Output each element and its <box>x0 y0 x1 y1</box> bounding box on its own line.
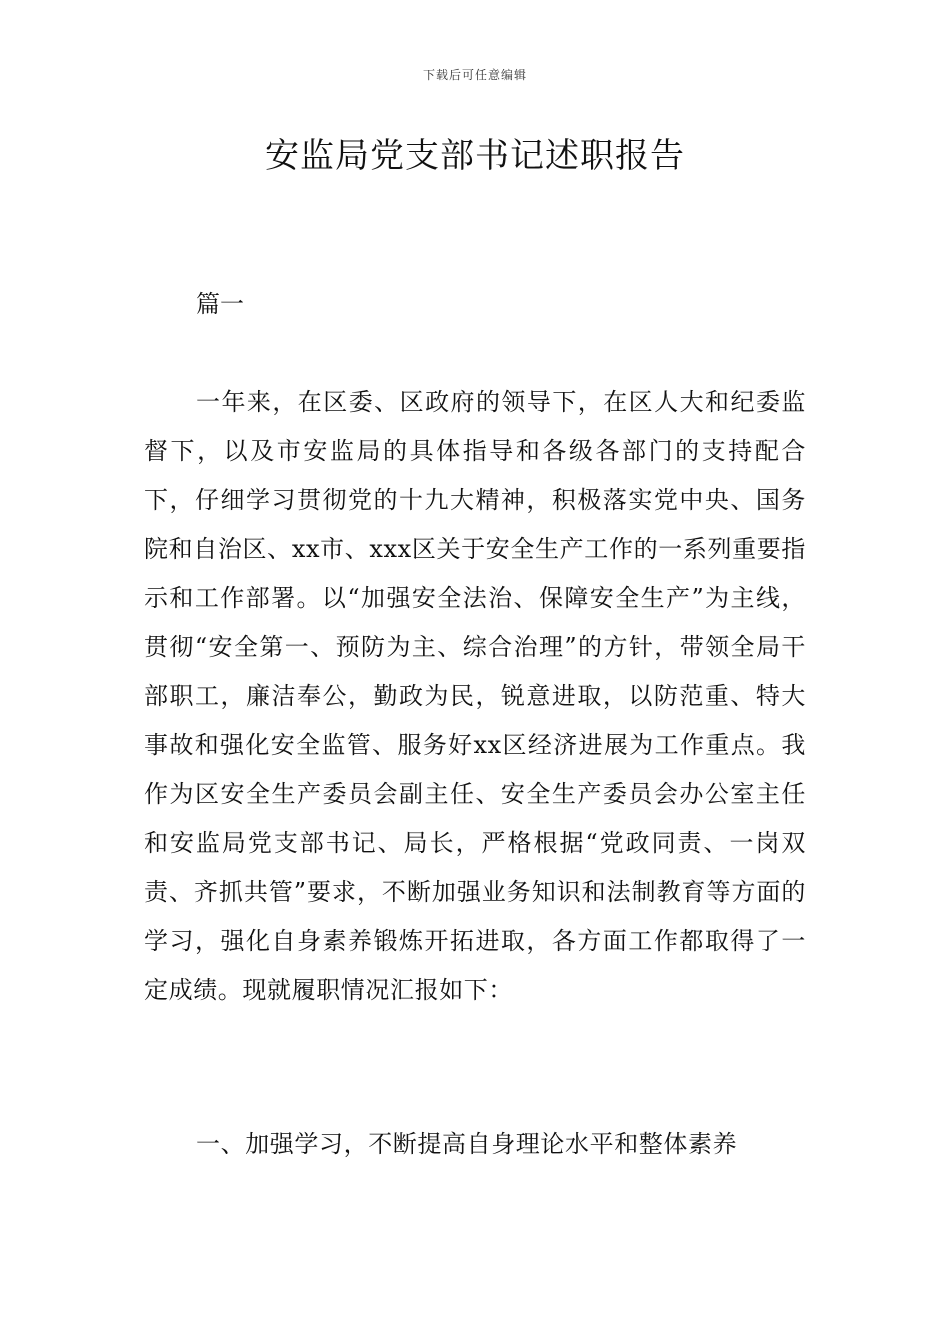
body-paragraph: 一年来，在区委、区政府的领导下，在区人大和纪委监督下，以及市安监局的具体指导和各级各部门的支持配合下，仔细学习贯彻党的十九大精神，积极落实党中央、国务院和自治区、xx市、xxx区关于安全生产工作的一系列重要指示和工作部署。以“加强安全法治、保障安全生产”为主线，贯彻“安全第一、预防为主、综合治理”的方针，带领全局干部职工，廉洁奉公，勤政为民，锐意进取，以防范重、特大事故和强化安全监管、服务好xx区经济进展为工作重点。我作为区安全生产委员会副主任、安全生产委员会办公室主任和安监局党支部书记、局长，严格根据“党政同责、一岗双责、齐抓共管”要求，不断加强业务知识和法制教育等方面的学习，强化自身素养锻炼开拓进取，各方面工作都取得了一定成绩。现就履职情况汇报如下： <box>144 388 806 1004</box>
header-note: 下载后可任意编辑 <box>422 68 527 82</box>
page-title: 安监局党支部书记述职报告 <box>265 136 685 176</box>
section-subheading: 一、加强学习，不断提高自身理论水平和整体素养 <box>196 1130 738 1158</box>
section-label: 篇一 <box>196 290 244 318</box>
